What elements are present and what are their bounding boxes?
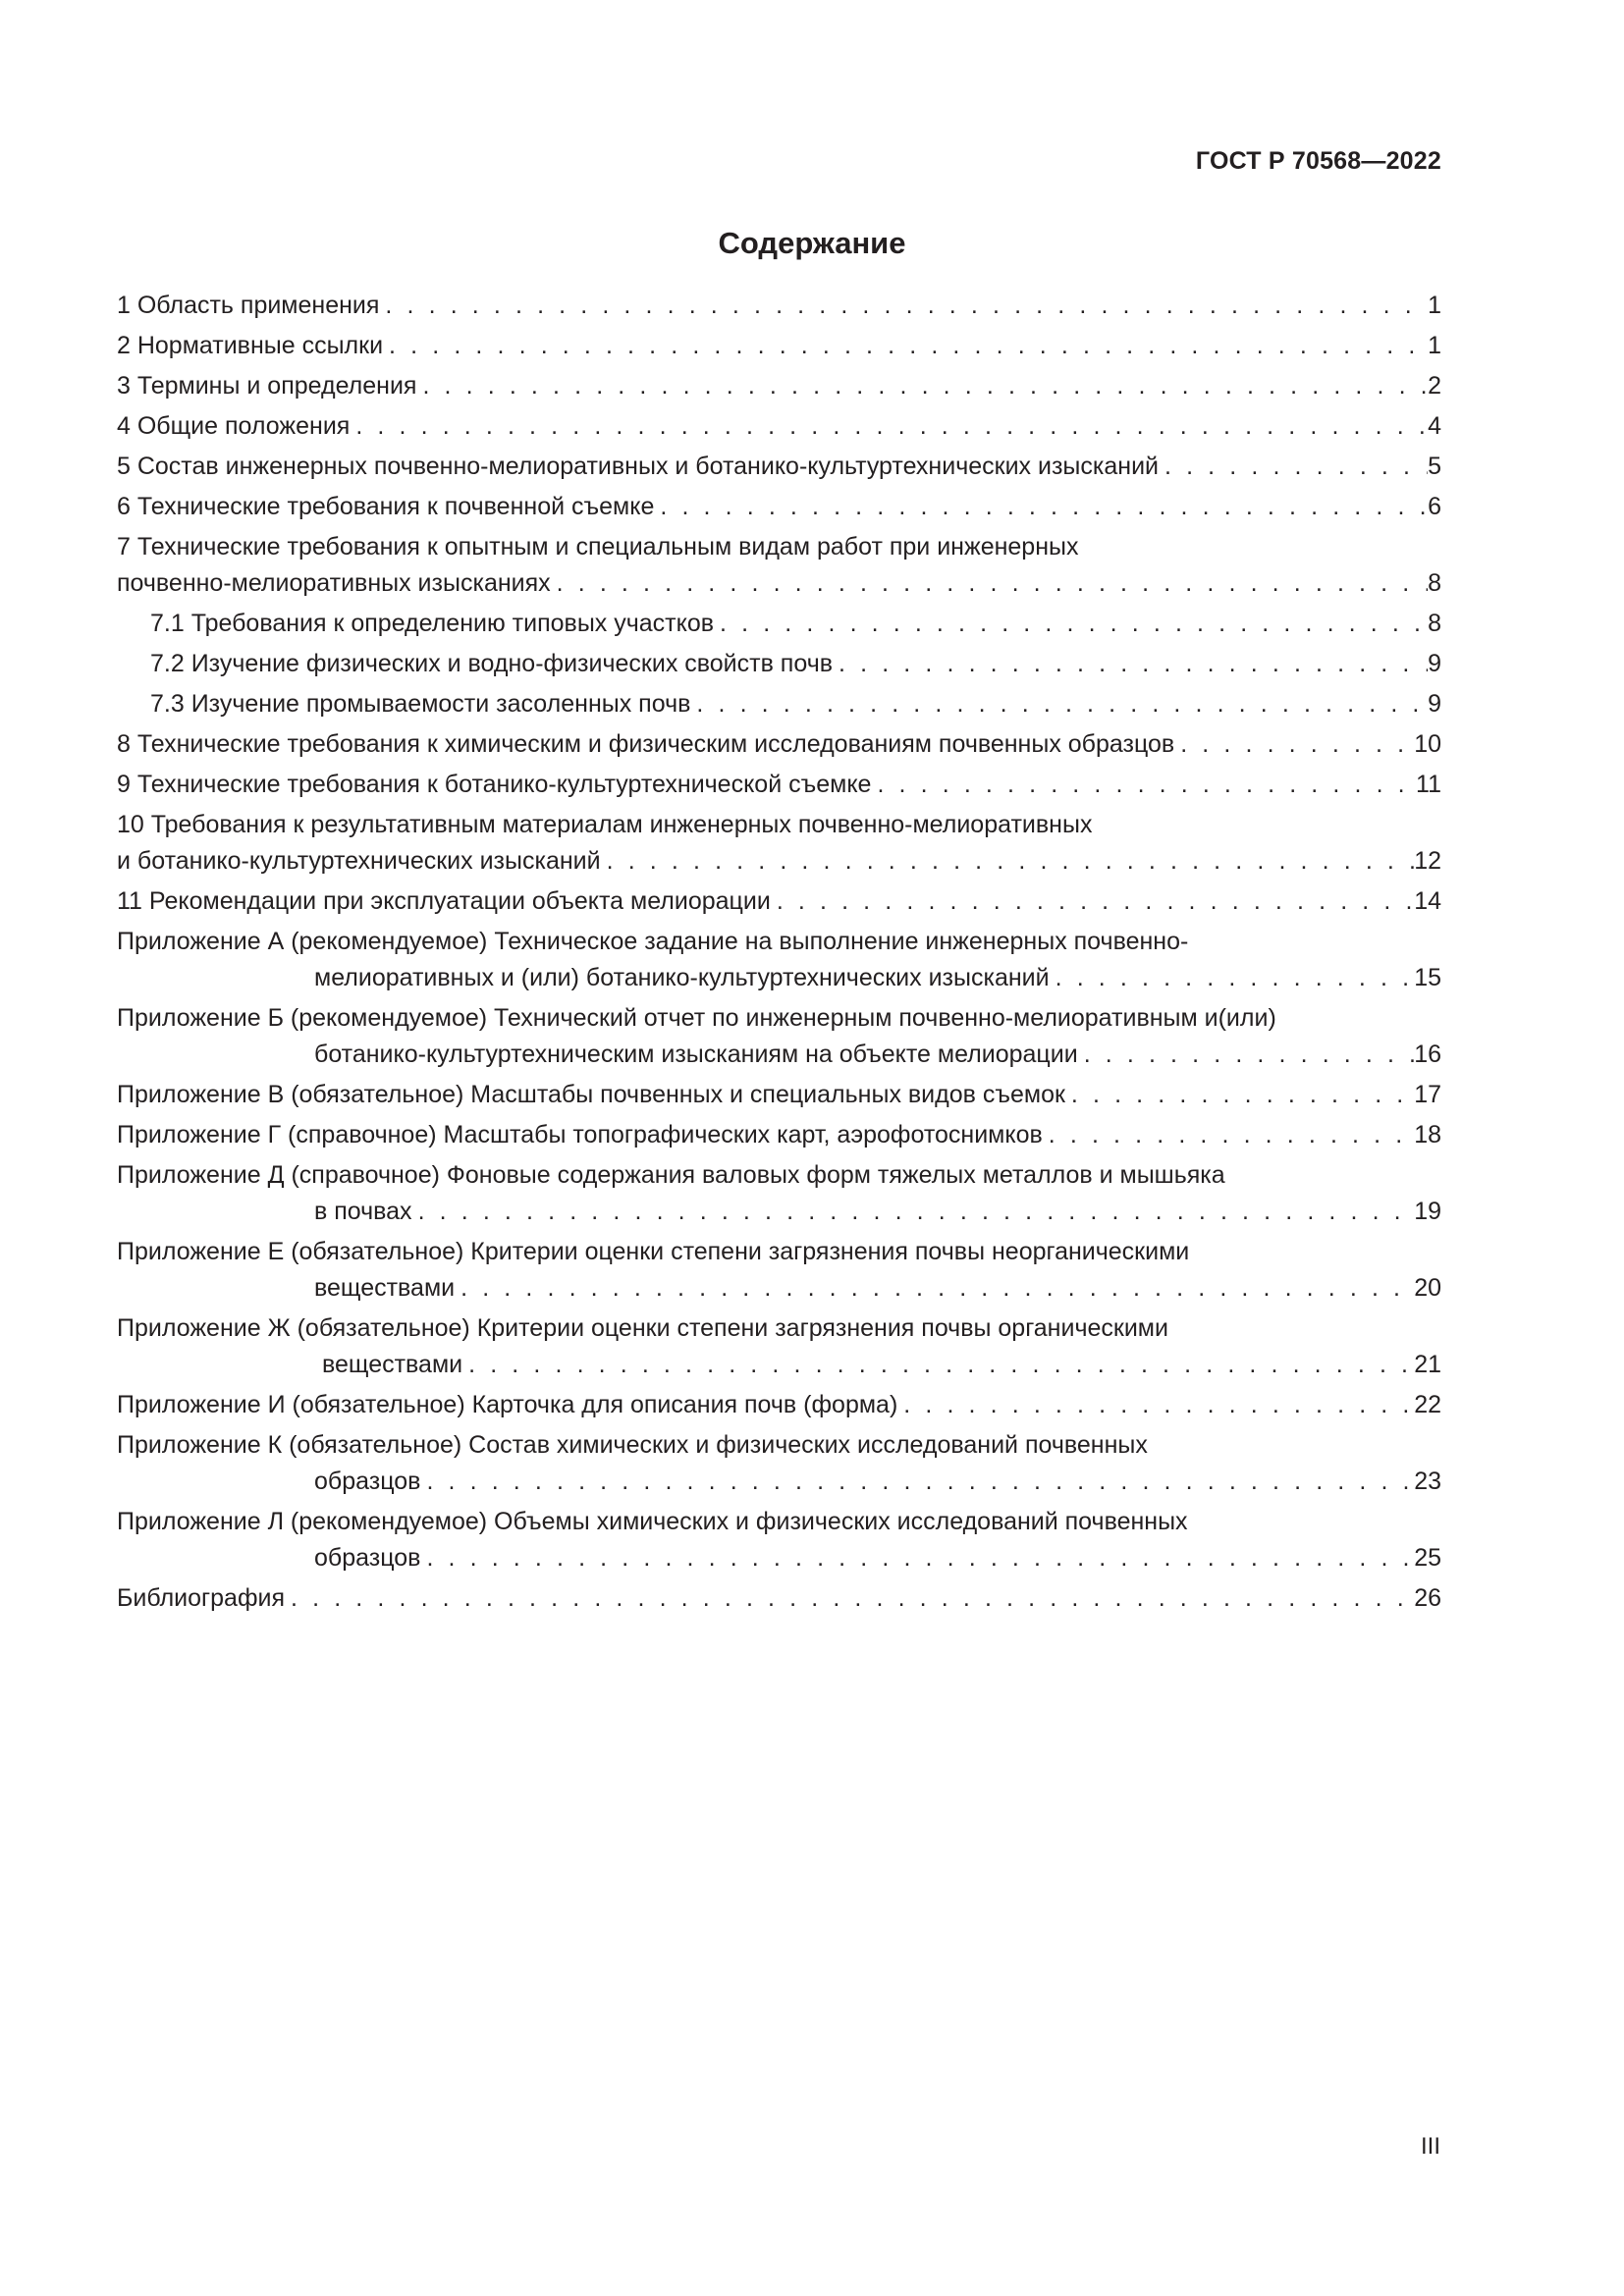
toc-page-number: 20 — [1414, 1274, 1441, 1302]
toc-entry-text: 5 Состав инженерных почвенно-мелиоративных и ботанико-культуртехнических изысканий — [117, 453, 1159, 480]
page-number: III — [1420, 2133, 1440, 2160]
toc-entry-bibliography[interactable] — [117, 1580, 1441, 1617]
toc-leader-dots — [833, 646, 1428, 682]
toc-leader-dots — [462, 1347, 1414, 1383]
toc-leader-dots — [285, 1580, 1414, 1617]
toc-entry-text: Библиография — [117, 1584, 286, 1612]
toc-entry-1[interactable] — [117, 288, 1441, 324]
toc-entry-appendix-l[interactable] — [117, 1504, 1441, 1576]
toc-leader-dots — [1043, 1117, 1414, 1153]
toc-entry-text: Приложение Л (рекомендуемое) Объемы химических и физических исследований почвенных — [117, 1508, 1188, 1535]
toc-entry-text: Приложение Г (справочное) Масштабы топографических карт, аэрофотоснимков — [117, 1121, 1043, 1148]
toc-leader-dots — [714, 606, 1428, 642]
toc-entry-text: 7.1 Требования к определению типовых участков — [150, 610, 715, 637]
toc-entry-text: Приложение В (обязательное) Масштабы почвенных и специальных видов съемок — [117, 1081, 1065, 1108]
table-of-contents — [117, 288, 1441, 1621]
toc-leader-dots — [420, 1464, 1414, 1500]
toc-entry-text: 7.3 Изучение промываемости засоленных почв — [150, 690, 691, 718]
toc-entry-appendix-zh[interactable] — [117, 1310, 1441, 1383]
toc-entry-text: 7.2 Изучение физических и водно-физических свойств почв — [150, 650, 834, 677]
toc-entry-text: 7 Технические требования к опытным и специальным видам работ при инженерных — [117, 533, 1079, 561]
toc-entry-text-continuation: в почвах — [314, 1198, 412, 1225]
toc-entry-appendix-e[interactable] — [117, 1234, 1441, 1307]
toc-entry-text: Приложение Ж (обязательное) Критерии оценки степени загрязнения почвы органическими — [117, 1314, 1168, 1342]
toc-entry-text-continuation: веществами — [314, 1274, 456, 1302]
toc-entry-11[interactable] — [117, 883, 1441, 920]
toc-leader-dots — [350, 408, 1428, 445]
toc-entry-7-1[interactable] — [117, 606, 1441, 642]
toc-entry-7-3[interactable] — [117, 686, 1441, 722]
toc-leader-dots — [379, 288, 1428, 324]
toc-entry-appendix-i[interactable] — [117, 1387, 1441, 1423]
toc-leader-dots — [601, 843, 1415, 880]
toc-entry-text-continuation: веществами — [322, 1351, 463, 1378]
toc-entry-text: 8 Технические требования к химическим и физическим исследованиям почвенных образцов — [117, 730, 1175, 758]
toc-page-number: 19 — [1414, 1198, 1441, 1225]
toc-leader-dots — [654, 489, 1428, 525]
toc-entry-3[interactable] — [117, 368, 1441, 404]
toc-page-number: 11 — [1416, 771, 1441, 798]
toc-entry-text: 2 Нормативные ссылки — [117, 332, 384, 359]
toc-leader-dots — [416, 368, 1428, 404]
toc-page-number: 14 — [1414, 887, 1441, 915]
toc-page-number: 16 — [1414, 1041, 1441, 1068]
toc-entry-10[interactable] — [117, 807, 1441, 880]
toc-entry-text-continuation: ботанико-культуртехническим изысканиям на объекте мелиорации — [314, 1041, 1078, 1068]
toc-entry-text-continuation: почвенно-мелиоративных изысканиях — [117, 569, 551, 597]
page-title: Содержание — [718, 226, 906, 260]
toc-page-number: 1 — [1428, 292, 1441, 319]
document-code: ГОСТ Р 70568—2022 — [1195, 147, 1441, 175]
toc-page-number: 9 — [1428, 650, 1441, 677]
toc-entry-appendix-d[interactable] — [117, 1157, 1441, 1230]
toc-entry-text: Приложение И (обязательное) Карточка для описания почв (форма) — [117, 1391, 898, 1418]
toc-entry-text: Приложение Д (справочное) Фоновые содержания валовых форм тяжелых металлов и мышьяка — [117, 1161, 1225, 1189]
toc-leader-dots — [1078, 1037, 1415, 1073]
toc-leader-dots — [871, 767, 1416, 803]
toc-leader-dots — [383, 328, 1428, 364]
toc-entry-appendix-a[interactable] — [117, 924, 1441, 996]
toc-entry-text-continuation: мелиоративных и (или) ботанико-культуртехнических изысканий — [314, 964, 1050, 991]
toc-leader-dots — [690, 686, 1428, 722]
toc-entry-text-continuation: образцов — [314, 1468, 421, 1495]
toc-page-number: 18 — [1414, 1121, 1441, 1148]
toc-leader-dots — [897, 1387, 1414, 1423]
toc-entry-9[interactable] — [117, 767, 1441, 803]
toc-entry-text: Приложение А (рекомендуемое) Техническое задание на выполнение инженерных почвенно- — [117, 928, 1189, 955]
toc-entry-appendix-v[interactable] — [117, 1077, 1441, 1113]
toc-page-number: 1 — [1428, 332, 1441, 359]
toc-entry-5[interactable] — [117, 449, 1441, 485]
toc-page-number: 12 — [1414, 847, 1441, 875]
toc-entry-8[interactable] — [117, 726, 1441, 763]
toc-page-number: 9 — [1428, 690, 1441, 718]
toc-page-number: 25 — [1414, 1544, 1441, 1572]
toc-entry-text-continuation: и ботанико-культуртехнических изысканий — [117, 847, 601, 875]
toc-entry-appendix-k[interactable] — [117, 1427, 1441, 1500]
toc-page-number: 2 — [1428, 372, 1441, 400]
toc-entry-2[interactable] — [117, 328, 1441, 364]
toc-entry-text-continuation: образцов — [314, 1544, 421, 1572]
toc-leader-dots — [412, 1194, 1415, 1230]
toc-entry-7-2[interactable] — [117, 646, 1441, 682]
toc-entry-text: 6 Технические требования к почвенной съемке — [117, 493, 655, 520]
toc-page-number: 5 — [1428, 453, 1441, 480]
toc-entry-text: 9 Технические требования к ботанико-культуртехнической съемке — [117, 771, 872, 798]
toc-entry-text: 3 Термины и определения — [117, 372, 417, 400]
toc-page-number: 22 — [1414, 1391, 1441, 1418]
toc-page-number: 21 — [1414, 1351, 1441, 1378]
toc-leader-dots — [420, 1540, 1414, 1576]
toc-page-number: 4 — [1428, 412, 1441, 440]
toc-leader-dots — [1065, 1077, 1414, 1113]
toc-entry-appendix-g[interactable] — [117, 1117, 1441, 1153]
toc-entry-text: Приложение К (обязательное) Состав химических и физических исследований почвенных — [117, 1431, 1148, 1459]
toc-leader-dots — [1174, 726, 1414, 763]
toc-entry-text: 11 Рекомендации при эксплуатации объекта мелиорации — [117, 887, 771, 915]
toc-leader-dots — [455, 1270, 1414, 1307]
toc-entry-text: Приложение Е (обязательное) Критерии оценки степени загрязнения почвы неорганическими — [117, 1238, 1190, 1265]
toc-page-number: 10 — [1414, 730, 1441, 758]
toc-entry-appendix-b[interactable] — [117, 1000, 1441, 1073]
toc-entry-4[interactable] — [117, 408, 1441, 445]
toc-leader-dots — [551, 565, 1428, 602]
toc-entry-text: 10 Требования к результативным материалам инженерных почвенно-мелиоративных — [117, 811, 1093, 838]
toc-entry-text: 4 Общие положения — [117, 412, 351, 440]
toc-page-number: 15 — [1414, 964, 1441, 991]
toc-entry-text: Приложение Б (рекомендуемое) Технический отчет по инженерным почвенно-мелиоративным и(или) — [117, 1004, 1276, 1032]
toc-entry-text: 1 Область применения — [117, 292, 380, 319]
toc-page-number: 17 — [1414, 1081, 1441, 1108]
toc-leader-dots — [1050, 960, 1415, 996]
toc-entry-6[interactable] — [117, 489, 1441, 525]
toc-page-number: 6 — [1428, 493, 1441, 520]
toc-entry-7[interactable] — [117, 529, 1441, 602]
toc-page-number: 23 — [1414, 1468, 1441, 1495]
toc-page-number: 8 — [1428, 569, 1441, 597]
toc-page-number: 26 — [1414, 1584, 1441, 1612]
toc-leader-dots — [1159, 449, 1428, 485]
toc-leader-dots — [771, 883, 1414, 920]
toc-page-number: 8 — [1428, 610, 1441, 637]
